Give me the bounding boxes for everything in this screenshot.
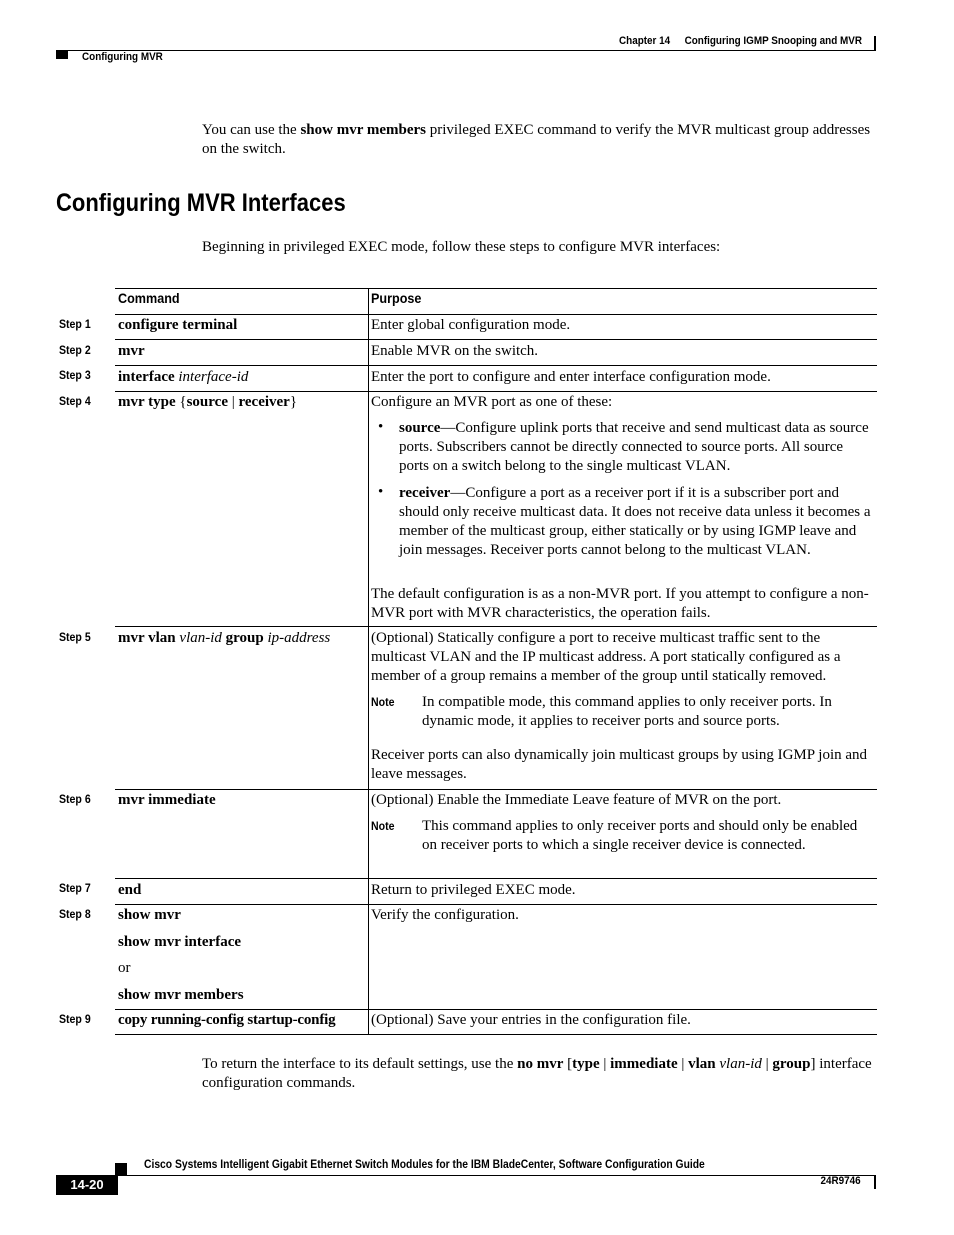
table-row-rule [115, 626, 877, 627]
bullet-dot: • [378, 419, 384, 435]
table-row-rule [115, 878, 877, 879]
step-purpose: Enter the port to configure and enter interface configuration mode. [371, 369, 771, 385]
table-row-rule [115, 904, 877, 905]
table-row-rule [115, 789, 877, 790]
header-section: Configuring MVR [82, 51, 163, 63]
note-text: This command applies to only receiver ports and should only be enabled on receiver ports to which a single receiver device is connected. [422, 818, 858, 853]
step-command: mvr vlan vlan-id group ip-address [118, 630, 331, 646]
bullet-item-source: source—Configure uplink ports that receive and send multicast data as source ports. Subscribers cannot be directly connected to source ports. All source ports on a switch belong to the single multicast VLAN. [399, 420, 869, 474]
table-row-rule [115, 391, 877, 392]
table-row-rule [115, 365, 877, 366]
footer-rule [115, 1175, 876, 1176]
header-chapter [619, 35, 862, 47]
step-purpose: Return to privileged EXEC mode. [371, 882, 576, 898]
step-command: copy running-config startup-config [118, 1012, 336, 1028]
step-label: Step 5 [59, 630, 91, 644]
step-command: configure terminal [118, 317, 238, 333]
column-header-command: Command [118, 290, 180, 306]
step-command: mvr type {source | receiver} [118, 394, 298, 410]
step-purpose-tail: Receiver ports can also dynamically join multicast groups by using IGMP join and leave messages. [371, 747, 868, 782]
header-rule [56, 50, 876, 51]
header-block [56, 50, 68, 59]
footer-block [115, 1163, 127, 1175]
bullet-dot: • [378, 484, 384, 500]
intro-paragraph: You can use the show mvr members privileged EXEC command to verify the MVR multicast group addresses on the switch. [202, 122, 871, 157]
header-tick [874, 36, 876, 50]
table-row-rule [115, 339, 877, 340]
step-label: Step 7 [59, 881, 91, 895]
chapter-title: Configuring IGMP Snooping and MVR [684, 35, 862, 47]
document-number: 24R9746 [820, 1175, 861, 1187]
step-purpose: (Optional) Save your entries in the configuration file. [371, 1012, 691, 1028]
step-purpose: Configure an MVR port as one of these: [371, 394, 613, 410]
note-text: In compatible mode, this command applies to only receiver ports. In dynamic mode, it applies to receiver ports and source ports. [422, 694, 832, 729]
step-label: Step 8 [59, 907, 91, 921]
step-command: show mvr [118, 907, 181, 923]
intro-command: show mvr members [300, 122, 427, 138]
step-purpose: Enter global configuration mode. [371, 317, 571, 333]
section-heading: Configuring MVR Interfaces [56, 189, 346, 217]
lead-paragraph: Beginning in privileged EXEC mode, follow these steps to configure MVR interfaces: [202, 239, 721, 255]
step-command: show mvr members [118, 987, 244, 1003]
step-label: Step 4 [59, 394, 91, 408]
bullet-item-receiver: receiver—Configure a port as a receiver port if it is a subscriber port and should only receive multicast data. It does not receive data unless it becomes a member of the multicast group, either statically or by using IGMP leave and join messages. Receiver ports cannot belong to the multicast VLAN. [399, 485, 871, 558]
step-label: Step 3 [59, 368, 91, 382]
step-label: Step 2 [59, 343, 91, 357]
step-purpose: (Optional) Statically configure a port to receive multicast traffic sent to the multicast VLAN and the IP multicast address. A port statically configured as a member of a group remains a member of the group until statically removed. [371, 630, 841, 684]
step-command-or: or [118, 960, 131, 976]
step-label: Step 1 [59, 317, 91, 331]
step-command: mvr [118, 343, 145, 359]
outro-paragraph: To return the interface to its default settings, use the no mvr [type | immediate | vlan vlan-id | group] interface configuration commands. [202, 1056, 872, 1091]
step-purpose: Enable MVR on the switch. [371, 343, 539, 359]
step-command: interface interface-id [118, 369, 249, 385]
page-number: 14-20 [56, 1175, 118, 1195]
table-top-rule [115, 288, 877, 289]
step-purpose: (Optional) Enable the Immediate Leave feature of MVR on the port. [371, 792, 782, 808]
table-row-rule [115, 314, 877, 315]
step-command: end [118, 882, 142, 898]
step-label: Step 6 [59, 792, 91, 806]
step-purpose: Verify the configuration. [371, 907, 519, 923]
step-label: Step 9 [59, 1012, 91, 1026]
table-bottom-rule [115, 1034, 877, 1035]
step-purpose-tail: The default configuration is as a non-MVR port. If you attempt to configure a non-MVR port with MVR characteristics, the operation fails. [371, 586, 869, 621]
note-label: Note [371, 819, 395, 833]
footer-title: Cisco Systems Intelligent Gigabit Ethernet Switch Modules for the IBM BladeCenter, Software Configuration Guide [144, 1157, 705, 1171]
column-header-purpose: Purpose [371, 290, 422, 306]
table-row-rule [115, 1009, 877, 1010]
step-command: show mvr interface [118, 934, 242, 950]
chapter-label: Chapter 14 [618, 35, 671, 47]
step-command: mvr immediate [118, 792, 216, 808]
table-column-divider [368, 288, 369, 1035]
note-label: Note [371, 695, 395, 709]
footer-tick [874, 1175, 876, 1189]
